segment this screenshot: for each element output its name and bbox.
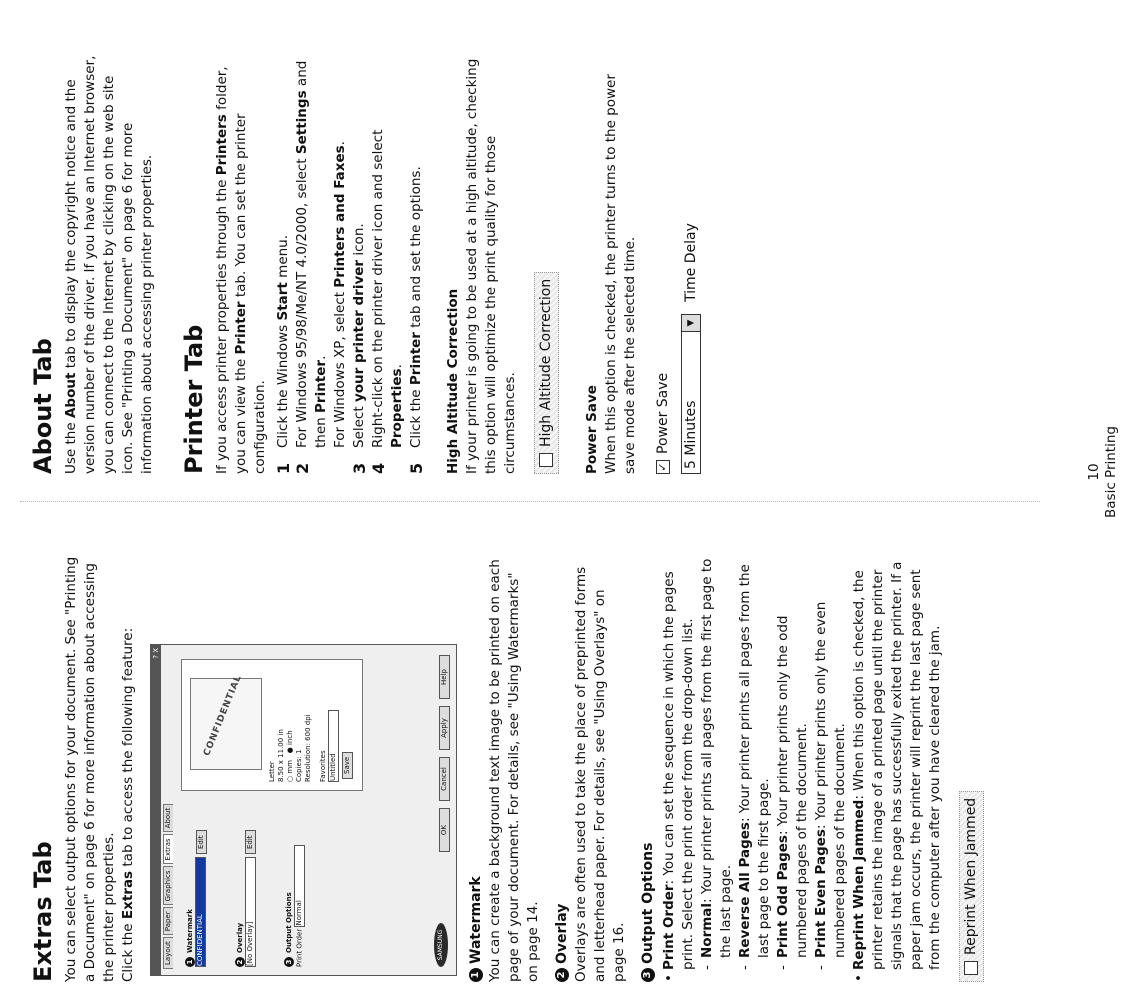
dialog-options xyxy=(177,817,305,967)
titlebar-buttons: ? X xyxy=(152,648,160,659)
watermark-section xyxy=(467,552,543,982)
tab-graphics[interactable]: Graphics xyxy=(163,866,173,905)
preview-pane xyxy=(181,659,363,791)
watermark-body: You can create a background text image to be printed on each page of your document. For details, see "Using Watermarks" on page 14. xyxy=(487,559,541,982)
watermark-edit-button[interactable]: Edit xyxy=(196,830,207,854)
watermark-group-label: 1Watermark xyxy=(185,817,195,967)
print-order-label: Print Order xyxy=(295,928,304,967)
overlay-number-icon: 2 xyxy=(555,968,569,982)
power-save-checkbox-label: Power Save xyxy=(655,372,671,454)
output-section xyxy=(639,552,990,982)
step-3: 3 Select your printer driver icon. xyxy=(350,223,369,474)
high-altitude-checkbox-label: High Altitude Correction xyxy=(538,278,554,447)
tab-about[interactable]: About xyxy=(163,804,173,833)
reprint-checkbox[interactable] xyxy=(964,961,978,975)
tab-extras[interactable]: Extras xyxy=(163,834,173,864)
print-order-select[interactable]: Normal xyxy=(294,845,305,927)
reprint-checkbox-label: Reprint When Jammed xyxy=(963,797,979,955)
tab-layout[interactable]: Layout xyxy=(163,937,173,969)
dialog-buttons xyxy=(439,655,450,855)
extras-dialog-screenshot xyxy=(150,644,457,976)
page-footer xyxy=(1086,412,1120,532)
callout-1: 1 xyxy=(185,957,195,967)
step-2-xp: For Windows XP, select Printers and Faxes. xyxy=(332,141,348,448)
output-heading: Output Options xyxy=(640,842,656,964)
overlay-edit-button[interactable]: Edit xyxy=(245,830,256,854)
unit-options[interactable]: ○ mm ● inch xyxy=(286,730,294,782)
chevron-down-icon: ▼ xyxy=(682,315,700,332)
printer-steps xyxy=(274,44,426,474)
extras-column xyxy=(28,552,990,982)
dialog-titlebar xyxy=(151,645,161,975)
paper-dims: 8.50 x 11.00 in xyxy=(277,729,285,782)
step-4: 4 Right-click on the printer driver icon and select Properties. xyxy=(369,129,405,474)
favorites-label: Favorites xyxy=(319,750,327,782)
column-divider xyxy=(20,501,1040,502)
power-save-checkbox[interactable]: ✓ xyxy=(656,460,670,474)
help-button[interactable]: Help xyxy=(439,655,450,699)
watermark-select[interactable]: CONFIDENTIAL xyxy=(195,857,206,967)
high-altitude-body: If your printer is going to be used at a high altitude, checking this option will optimize the print quality for those circumstances. xyxy=(464,58,518,474)
power-save-heading: Power Save xyxy=(584,385,600,474)
output-number-icon: 3 xyxy=(641,968,655,982)
samsung-logo: SAMSUNG xyxy=(434,923,448,967)
even-item: - Print Even Pages: Your printer prints only the even numbered pages of the document. xyxy=(812,552,850,970)
time-delay-label: Time Delay xyxy=(683,223,699,302)
page-number: 10 xyxy=(1086,463,1102,481)
output-options-list xyxy=(660,552,945,982)
power-save-select[interactable]: 5 Minutes ▼ xyxy=(681,314,701,474)
print-order-sublist xyxy=(698,552,850,970)
overlay-select[interactable]: [No Overlay] xyxy=(245,857,256,967)
output-group-label: 3Output Options xyxy=(284,817,294,967)
watermark-heading: Watermark xyxy=(468,876,484,964)
overlay-body: Overlays are often used to take the place of preprinted forms and letterhead paper. For details, see "Using Overlays" on page 16. xyxy=(573,566,627,982)
reprint-checkbox-screenshot xyxy=(959,791,984,982)
extras-title: Extras Tab xyxy=(29,841,57,982)
preview-page xyxy=(190,673,262,770)
reverse-item: - Reverse All Pages: Your printer prints all pages from the last page to the first page. xyxy=(736,552,774,970)
extras-click-instruction: Click the Extras tab to access the following feature: xyxy=(120,627,136,982)
overlay-heading: Overlay xyxy=(554,903,570,964)
callout-3: 3 xyxy=(284,957,294,967)
cancel-button[interactable]: Cancel xyxy=(439,757,450,801)
section-name: Basic Printing xyxy=(1103,426,1119,518)
callout-2: 2 xyxy=(235,957,245,967)
resolution-info: Resolution: 600 dpi xyxy=(304,714,312,782)
overlay-group-label: 2Overlay xyxy=(235,817,245,967)
about-body: Use the About tab to display the copyright notice and the version number of the driver. If you have an Internet browser, you can connect to the Internet by clicking on the web site icon. See "Printing a Document" on page 6 for more information about accessing printer properties. xyxy=(63,55,155,474)
high-altitude-checkbox-screenshot xyxy=(534,272,559,474)
step-1: 1 Click the Windows Start menu. xyxy=(274,234,293,474)
step-5: 5 Click the Printer tab and set the options. xyxy=(407,166,426,474)
preview-watermark: CONFIDENTIAL xyxy=(202,673,244,758)
printer-title: Printer Tab xyxy=(180,324,208,474)
favorites-save-button[interactable]: Save xyxy=(342,752,353,779)
print-order-item: • Print Order: You can set the sequence in which the pages print. Select the print order from the drop-down list. - Normal: Your printer prints all pages from the first page to the last page. - Reverse All Pages: Your printer prints all pages from the last page to the first page. - Print Odd Pages: Your printer prints only the odd numbered pages of the document. - Print Even Pages: Your printer prints only the even numbered pages of the document. xyxy=(660,552,850,982)
power-save-screenshot xyxy=(654,44,701,474)
normal-item: - Normal: Your printer prints all pages from the first page to the last page. xyxy=(698,552,736,970)
tab-paper[interactable]: Paper xyxy=(163,907,173,935)
copies-info: Copies: 1 xyxy=(295,749,303,782)
extras-intro: You can select output options for your document. See "Printing a Document" on page 6 for more information about accessing the printer properties. xyxy=(63,556,117,982)
favorites-select[interactable]: Untitled xyxy=(328,710,339,782)
printer-intro: If you access printer properties through the Printers folder, you can view the Printer tab. You can set the printer configuration. xyxy=(214,66,268,474)
high-altitude-checkbox[interactable] xyxy=(539,453,553,467)
apply-button[interactable]: Apply xyxy=(439,706,450,750)
overlay-section xyxy=(553,552,629,982)
about-title: About Tab xyxy=(29,338,57,474)
reprint-item: • Reprint When Jammed: When this option is checked, the printer retains the image of a printed page until the printer signals that the page has successfully exited the printer. If a paper jam occurs, the printer will reprint the last page sent from the computer after you have cleared the jam. xyxy=(850,552,945,982)
paper-size: Letter xyxy=(268,761,276,782)
step-2: 2 For Windows 95/98/Me/NT 4.0/2000, select Settings and then Printer. xyxy=(293,60,329,474)
preview-info xyxy=(268,666,353,782)
about-printer-column xyxy=(28,44,709,474)
ok-button[interactable]: OK xyxy=(439,808,450,852)
watermark-number-icon: 1 xyxy=(469,968,483,982)
power-save-body: When this option is checked, the printer turns to the power save mode after the selected time. xyxy=(603,74,638,474)
odd-item: - Print Odd Pages: Your printer prints only the odd numbered pages of the document. xyxy=(774,552,812,970)
high-altitude-heading: High Altitude Correction xyxy=(445,288,461,474)
dialog-tabs xyxy=(161,645,173,975)
